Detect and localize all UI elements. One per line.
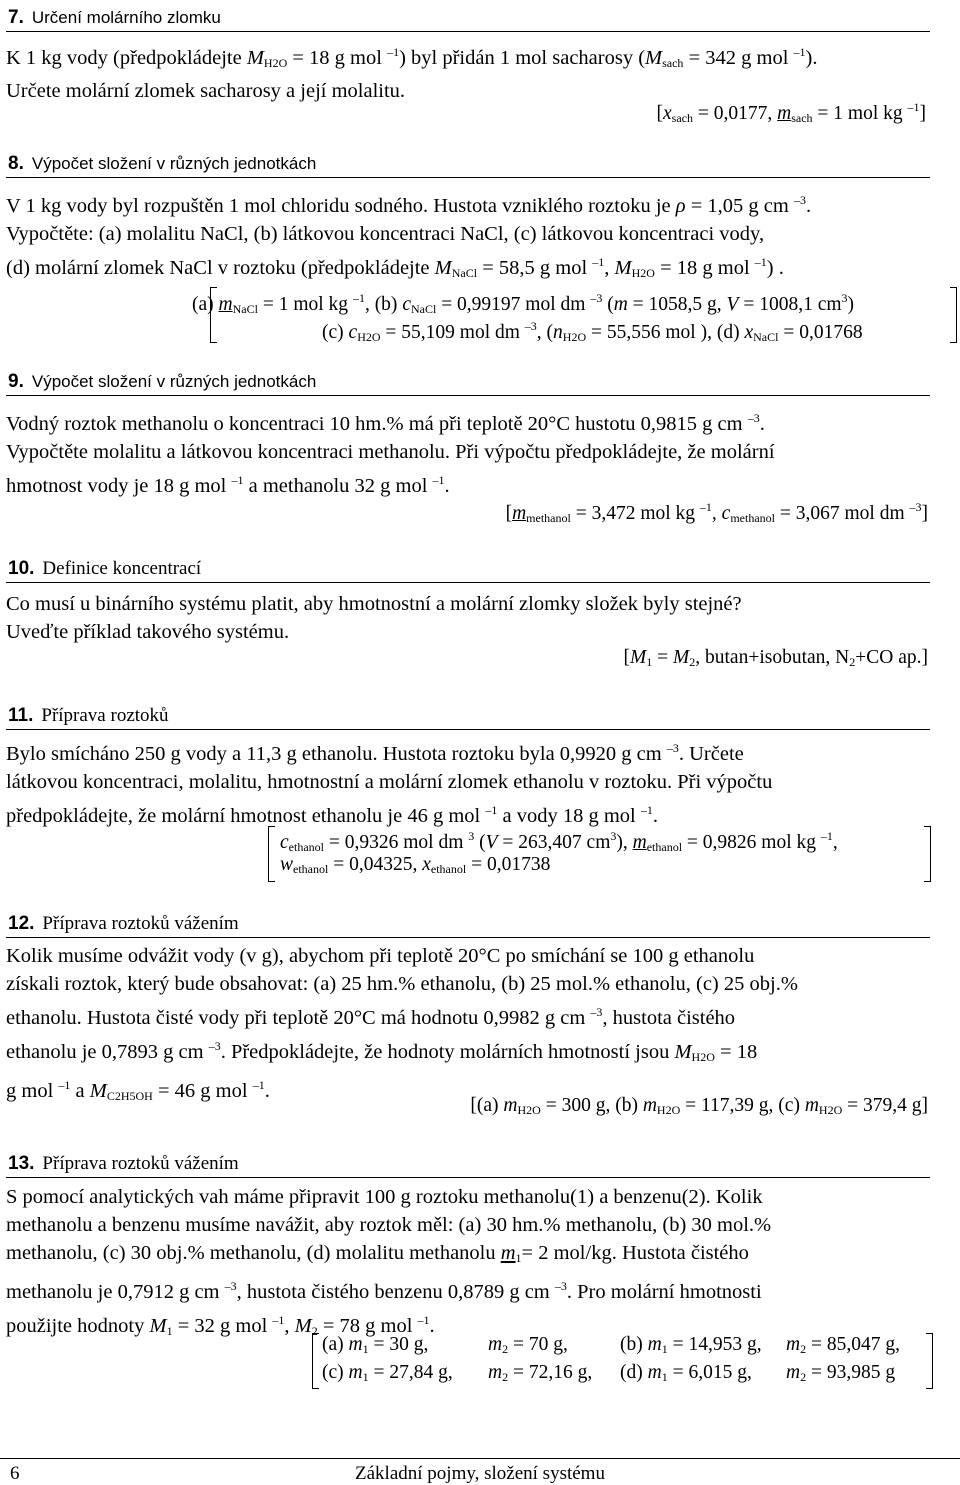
section-number: 13.: [8, 1153, 35, 1174]
section-11-header: [6, 702, 930, 730]
section-9-body: [6, 404, 928, 500]
text-line: g mol $^{-1}$ a $M_{C2H5OH} = 46$ g mol $^{-1}$.: [6, 1078, 270, 1103]
text-line: předpokládejte, že molární hmotnost ethanolu je 46 g mol $^{-1}$ a vody 18 g mol $^{-1}$.: [6, 803, 658, 827]
page-number: 6: [10, 1463, 20, 1484]
text-line: (d) molární zlomek NaCl v roztoku (předpokládejte $M_{NaCl} = 58,5$ g mol $^{-1}$, $M_{H2O} = 18$ g mol $^{-1}$) .: [6, 255, 784, 280]
answer-cell: (c) $m_1 = 27,84$ g,: [322, 1362, 453, 1384]
answer-cell: $m_2 = 93,985$ g: [786, 1362, 896, 1384]
answer: [$M_1 = M_2$, butan+isobutan, $N_2+CO$ ap.]: [623, 647, 928, 669]
section-title: Výpočet složení v různých jednotkách: [31, 372, 317, 391]
text-line: Uveďte příklad takového systému.: [6, 621, 290, 643]
text-line: Kolik musíme odvážit vody (v g), abychom při teplotě 20°C po smíchání se 100 g ethanolu: [6, 945, 755, 967]
text-line: látkovou koncentraci, molalitu, hmotnostní a molární zlomek ethanolu v roztoku. Při výpočtu: [6, 771, 773, 793]
section-12-body: [6, 942, 928, 1110]
text-line: S pomocí analytických vah máme připravit 100 g roztoku methanolu(1) a benzenu(2). Kolik: [6, 1186, 763, 1208]
text-line: získali roztok, který bude obsahovat: (a) 25 hm.% ethanolu, (b) 25 mol.% ethanolu, (c) 25 obj.%: [6, 973, 798, 995]
section-number: 11.: [8, 705, 34, 726]
text-line: hmotnost vody je 18 g mol $^{-1}$ a methanolu 32 g mol $^{-1}$.: [6, 473, 450, 497]
answer: [(a) $m_{H2O} = 300$ g, (b) $m_{H2O} = 117,39$ g, (c) $m_{H2O} = 379,4$ g]: [470, 1095, 928, 1117]
text-line: methanolu a benzenu musíme navážit, aby roztok měl: (a) 30 hm.% methanolu, (b) 30 mol.%: [6, 1214, 772, 1236]
text-line: ethanolu je 0,7893 g cm $^{-3}$. Předpokládejte, že hodnoty molárních hmotností jsou $M_{H2O} = 18$: [6, 1039, 758, 1064]
section-10-header: [6, 555, 930, 583]
text-line: Určete molární zlomek sacharosy a její molalitu.: [6, 80, 406, 102]
text-line: Vodný roztok methanolu o koncentraci 10 hm.% má při teplotě 20°C hustotu 0,9815 g cm $^{-3}$.: [6, 411, 765, 435]
section-number: 10.: [8, 558, 35, 579]
answer-cell: $m_2 = 72,16$ g,: [488, 1362, 593, 1384]
text-line: použijte hodnoty $M_1 = 32$ g mol $^{-1}$, $M_2 = 78$ g mol $^{-1}$.: [6, 1313, 435, 1338]
answer-cell: (a) $m_1 = 30$ g,: [322, 1334, 429, 1356]
text-line: V 1 kg vody byl rozpuštěn 1 mol chloridu sodného. Hustota vzniklého roztoku je ρ = 1,05 g cm $^{-3}$.: [6, 193, 812, 217]
bracket-right: [950, 287, 957, 343]
answer-line: $w_{ethanol} = 0,04325$, $x_{ethanol} = 0,01738$: [280, 854, 551, 876]
section-9-header: [6, 368, 930, 396]
section-number: 12.: [8, 913, 35, 934]
answer: [$x_{sach} = 0,0177$, $m_{sach} = 1$ mol kg $^{-1}$]: [656, 100, 926, 125]
text-line: Bylo smícháno 250 g vody a 11,3 g ethanolu. Hustota roztoku byla 0,9920 g cm $^{-3}$. Určete: [6, 741, 744, 765]
section-number: 8.: [8, 153, 24, 174]
page-footer: [0, 1458, 960, 1484]
section-8-body: [6, 186, 928, 287]
bracket-right: [926, 1333, 933, 1389]
bracket-right: [924, 826, 931, 882]
text-line: ethanolu. Hustota čisté vody při teplotě 20°C má hodnotu 0,9982 g cm $^{-3}$, hustota čistého: [6, 1005, 736, 1029]
section-13-header: [6, 1150, 930, 1178]
bracket-left: [268, 826, 275, 882]
section-number: 7.: [8, 7, 24, 28]
section-title: Určení molárního zlomku: [31, 8, 221, 27]
text-line: methanolu, (c) 30 obj.% methanolu, (d) molalitu methanolu $m_1= 2$ mol/kg. Hustota čistého: [6, 1242, 749, 1265]
section-11-body: [6, 734, 928, 830]
section-8-header: [6, 150, 930, 178]
section-title: Příprava roztoků: [41, 705, 169, 726]
answer: [$m_{methanol} = 3,472$ mol kg $^{-1}$, $c_{methanol} = 3,067$ mol dm $^{-3}$]: [505, 500, 928, 525]
text-line: Vypočtěte molalitu a látkovou koncentraci methanolu. Při výpočtu předpokládejte, že molární: [6, 441, 775, 463]
section-title: Definice koncentrací: [42, 558, 202, 579]
answer-cell: (d) $m_1 = 6,015$ g,: [620, 1362, 752, 1384]
section-title: Příprava roztoků vážením: [42, 913, 239, 934]
answer-line: (a) $m_{NaCl} = 1$ mol kg $^{-1}$, (b) $c_{NaCl} = 0,99197$ mol dm $^{-3}$ (m = 1058,5 g, V = 1008,1 $cm^3$): [192, 291, 855, 316]
answer-cell: (b) $m_1 = 14,953$ g,: [620, 1334, 762, 1356]
footer-title: Základní pojmy, složení systému: [355, 1463, 605, 1484]
answer-line: $c_{ethanol} = 0,9326$ mol dm $^3$ (V = 263,407 $cm^3$), $m_{ethanol} = 0,9826$ mol kg $^{-1}$,: [280, 829, 838, 854]
answer-line: (c) $c_{H2O} = 55,109$ mol dm $^{-3}$, ($n_{H2O} = 55,556$ mol ), (d) $x_{NaCl} = 0,01768$: [322, 319, 863, 344]
answer-cell: $m_2 = 85,047$ g,: [786, 1334, 900, 1356]
answer-cell: $m_2 = 70$ g,: [488, 1334, 568, 1356]
bracket-left: [312, 1333, 319, 1389]
text-line: methanolu je 0,7912 g cm $^{-3}$, hustota čistého benzenu 0,8789 g cm $^{-3}$. Pro molární hmotnosti: [6, 1279, 762, 1303]
section-7-header: [6, 4, 930, 32]
text-line: Co musí u binárního systému platit, aby hmotnostní a molární zlomky složek byly stejné?: [6, 593, 742, 615]
section-title: Výpočet složení v různých jednotkách: [31, 154, 317, 173]
section-13-body: [6, 1183, 928, 1345]
section-number: 9.: [8, 371, 24, 392]
section-title: Příprava roztoků vážením: [42, 1153, 239, 1174]
text-line: Vypočtěte: (a) molalitu NaCl, (b) látkovou koncentraci NaCl, (c) látkovou koncentraci vody,: [6, 223, 765, 245]
section-12-header: [6, 910, 930, 938]
section-10-body: [6, 590, 928, 646]
text-line: K 1 kg vody (předpokládejte $M_{H2O} = 18$ g mol $^{-1}$) byl přidán 1 mol sacharosy ($M_{sach} = 342$ g mol $^{-1}$).: [6, 45, 818, 70]
